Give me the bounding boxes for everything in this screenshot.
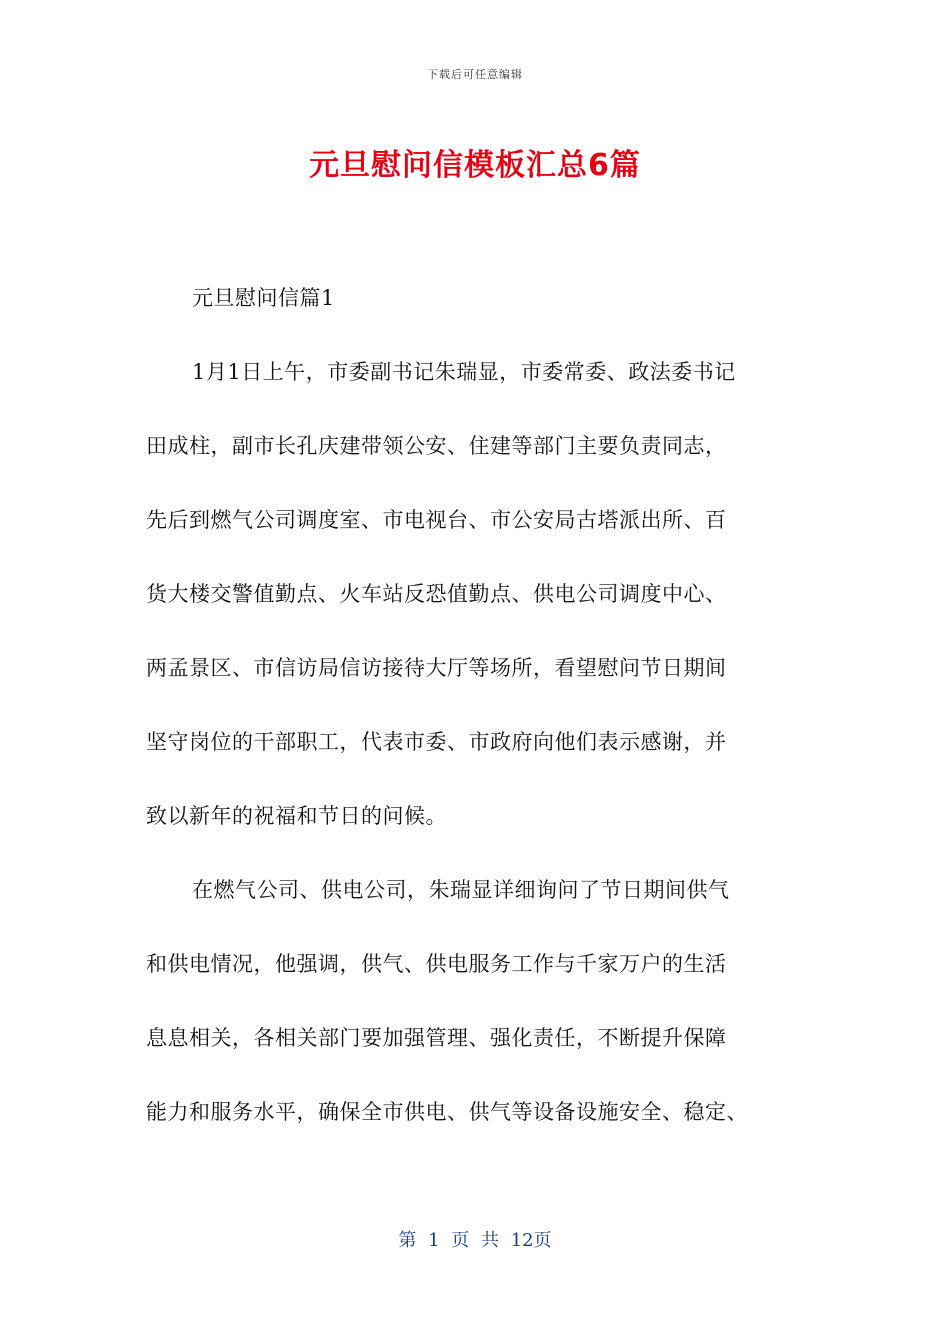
paragraph-line: 能力和服务水平，确保全市供电、供气等设备设施安全、稳定、 [146, 1100, 748, 1124]
paragraph-line: 两孟景区、市信访局信访接待大厅等场所，看望慰问节日期间 [146, 656, 727, 680]
document-body [146, 280, 808, 1168]
paragraph-line: 和供电情况，他强调，供气、供电服务工作与千家万户的生活 [146, 952, 727, 976]
section-heading: 元旦慰问信篇1 [192, 286, 335, 310]
paragraph-line: 田成柱，副市长孔庆建带领公安、住建等部门主要负责同志， [146, 434, 727, 458]
document-title: 元旦慰问信模板汇总6篇 [309, 148, 641, 183]
paragraph-line: 1月1日上午，市委副书记朱瑞显，市委常委、政法委书记 [192, 360, 736, 384]
paragraph-line: 货大楼交警值勤点、火车站反恐值勤点、供电公司调度中心、 [146, 582, 727, 606]
paragraph-line: 坚守岗位的干部职工，代表市委、市政府向他们表示感谢，并 [146, 730, 727, 754]
paragraph-line: 致以新年的祝福和节日的问候。 [146, 804, 447, 828]
header-note: 下载后可任意编辑 [427, 68, 523, 81]
page-number: 第 1 页 共 12页 [398, 1230, 552, 1251]
paragraph-line: 在燃气公司、供电公司，朱瑞显详细询问了节日期间供气 [192, 878, 730, 902]
paragraph-line: 息息相关，各相关部门要加强管理、强化责任，不断提升保障 [146, 1026, 727, 1050]
paragraph-line: 先后到燃气公司调度室、市电视台、市公安局古塔派出所、百 [146, 508, 727, 532]
